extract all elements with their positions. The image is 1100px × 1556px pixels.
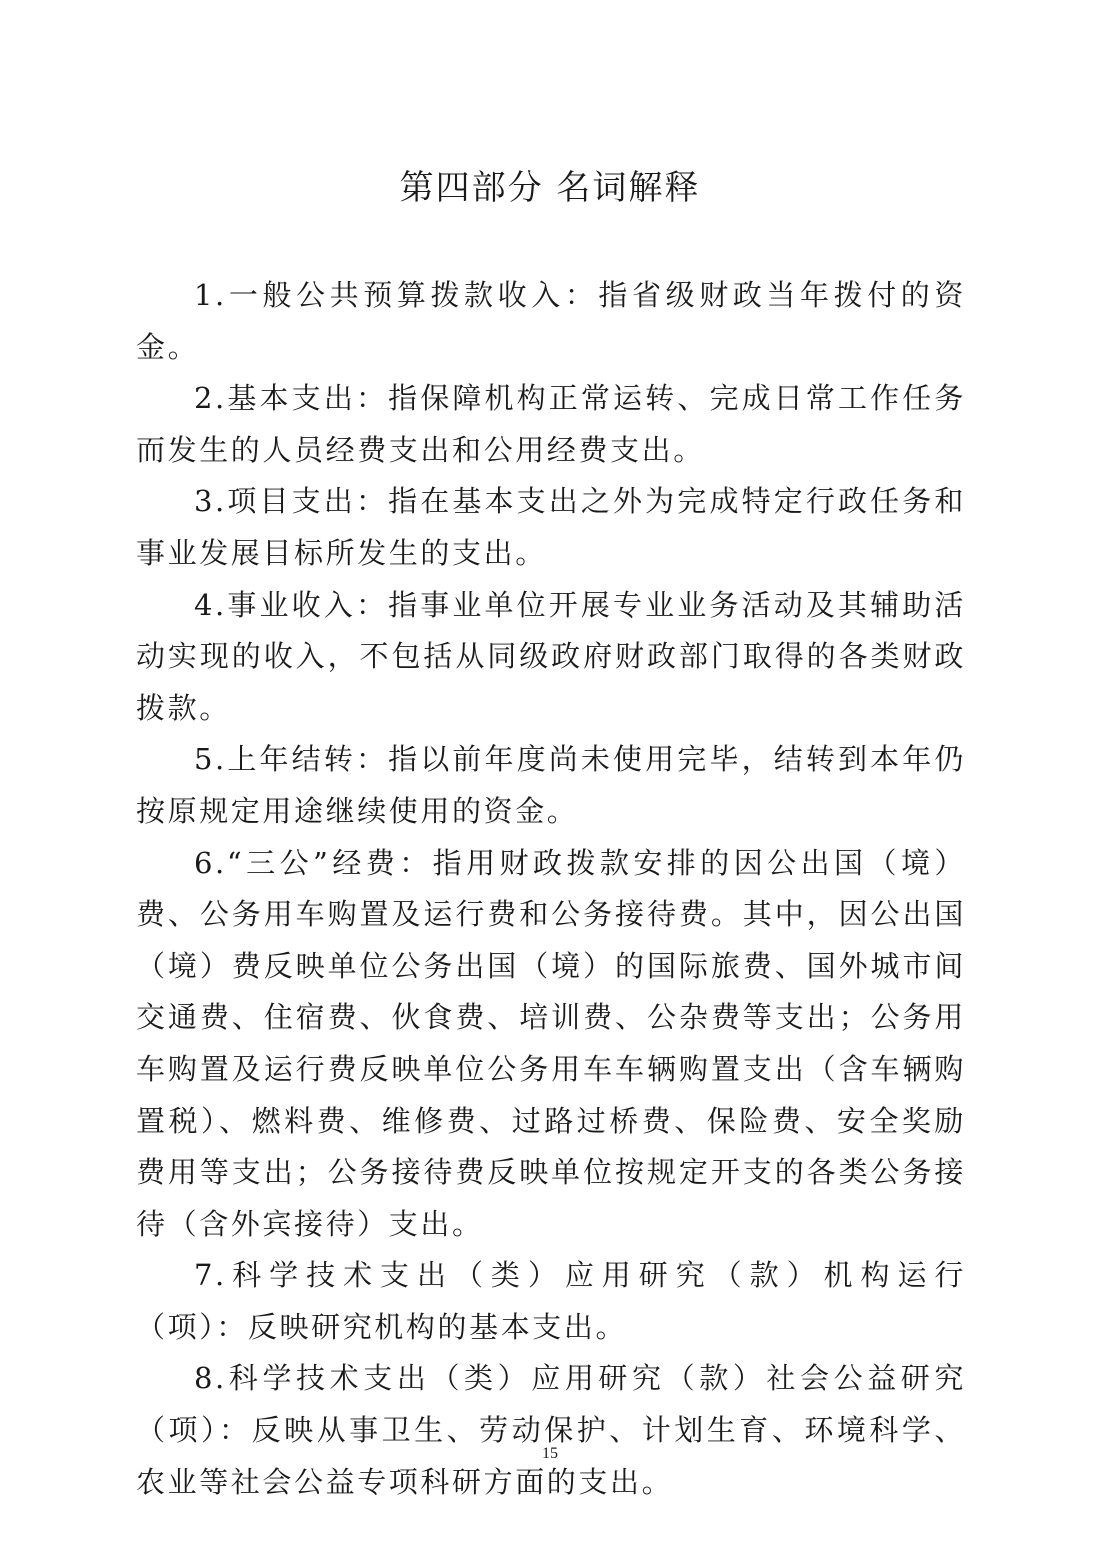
page-number: 15 (542, 1445, 558, 1462)
page-title: 第四部分 名词解释 (399, 168, 701, 208)
definition-paragraph-1: 1.一般公共预算拨款收入：指省级财政当年拨付的资金。 (136, 278, 966, 364)
definitions-list (136, 270, 966, 1508)
definition-paragraph-2: 2.基本支出：指保障机构正常运转、完成日常工作任务而发生的人员经费支出和公用经费支出。 (136, 381, 966, 467)
definition-paragraph-3: 3.项目支出：指在基本支出之外为完成特定行政任务和事业发展目标所发生的支出。 (136, 484, 966, 570)
definition-paragraph-5: 5.上年结转：指以前年度尚未使用完毕，结转到本年仍按原规定用途继续使用的资金。 (136, 742, 966, 828)
definition-paragraph-7: 7.科学技术支出（类）应用研究（款）机构运行（项）：反映研究机构的基本支出。 (136, 1258, 966, 1344)
definition-paragraph-4: 4.事业收入：指事业单位开展专业业务活动及其辅助活动实现的收入，不包括从同级政府财政部门取得的各类财政拨款。 (136, 587, 966, 725)
definition-paragraph-6: 6.“三公”经费：指用财政拨款安排的因公出国（境）费、公务用车购置及运行费和公务接待费。其中，因公出国（境）费反映单位公务出国（境）的国际旅费、国外城市间交通费、住宿费、伙食费、培训费、公杂费等支出；公务用车购置及运行费反映单位公务用车车辆购置支出（含车辆购置税）、燃料费、维修费、过路过桥费、保险费、安全奖励费用等支出；公务接待费反映单位按规定开支的各类公务接待（含外宾接待）支出。 (136, 845, 966, 1241)
definition-paragraph-8: 8.科学技术支出（类）应用研究（款）社会公益研究（项）：反映从事卫生、劳动保护、计划生育、环境科学、农业等社会公益专项科研方面的支出。 (136, 1361, 966, 1499)
